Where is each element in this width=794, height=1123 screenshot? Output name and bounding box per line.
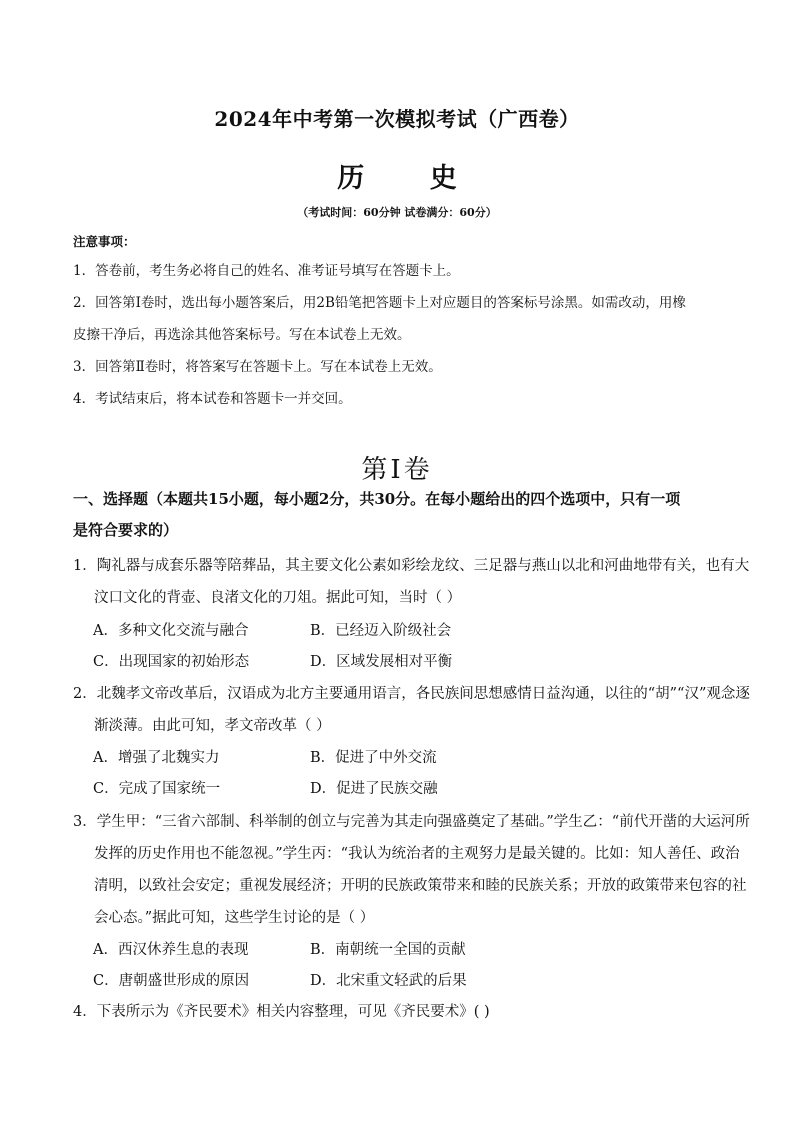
question-stem-cont: 发挥的历史作用也不能忽视。”学生丙：“我认为统治者的主观努力是最关键的。比如：知人善任、政治 xyxy=(94,846,740,862)
option-d: D．区域发展相对平衡 xyxy=(310,654,453,670)
question-stem-cont: 清明，以致社会安定；重视发展经济；开明的民族政策带来和睦的民族关系；开放的政策带来包容的社 xyxy=(94,878,747,894)
question-stem: 4．下表所示为《齐民要术》相关内容整理，可见《齐民要术》( ) xyxy=(73,1004,490,1020)
option-a: A．西汉休养生息的表现 xyxy=(93,942,249,958)
option-c: C．出现国家的初始形态 xyxy=(93,654,250,670)
notice-item-2: 2．回答第Ⅰ卷时，选出每小题答案后，用2B铅笔把答题卡上对应题目的答案标号涂黑。如需改动，用橡 xyxy=(73,295,686,311)
question-stem-cont: 会心态。”据此可知，这些学生讨论的是（ ） xyxy=(94,910,375,926)
option-b: B．已经迈入阶级社会 xyxy=(310,623,452,639)
option-b: B．南朝统一全国的贡献 xyxy=(310,942,466,958)
question-stem: 3．学生甲：“三省六部制、科举制的创立与完善为其走向强盛奠定了基础。”学生乙：“前代开凿的大运河所 xyxy=(73,814,750,830)
section-instruction: 一、选择题（本题共15小题，每小题2分，共30分。在每小题给出的四个选项中，只有一项 xyxy=(73,490,681,508)
option-c: C．唐朝盛世形成的原因 xyxy=(93,973,250,989)
option-a: A．增强了北魏实力 xyxy=(93,750,220,766)
question-stem: 2．北魏孝文帝改革后，汉语成为北方主要通用语言，各民族间思想感情日益沟通，以往的“胡”“汉”观念逐 xyxy=(73,686,750,702)
notice-item-2-cont: 皮擦干净后，再选涂其他答案标号。写在本试卷上无效。 xyxy=(73,327,411,343)
option-a: A．多种文化交流与融合 xyxy=(93,623,249,639)
exam-title: 2024年中考第一次模拟考试（广西卷） xyxy=(214,107,580,131)
subject-title: 历 史 xyxy=(337,163,485,194)
option-d: D．北宋重文轻武的后果 xyxy=(310,973,467,989)
option-d: D．促进了民族交融 xyxy=(310,781,438,797)
question-stem-cont: 汶口文化的背壶、良渚文化的刀俎。据此可知，当时（ ） xyxy=(94,590,462,606)
notice-item-1: 1．答卷前，考生务必将自己的姓名、准考证号填写在答题卡上。 xyxy=(73,263,460,279)
option-b: B．促进了中外交流 xyxy=(310,750,437,766)
question-stem-cont: 渐淡薄。由此可知，孝文帝改革（ ） xyxy=(94,718,331,734)
notice-item-3: 3．回答第Ⅱ卷时，将答案写在答题卡上。写在本试卷上无效。 xyxy=(73,359,442,375)
section-instruction-cont: 是符合要求的） xyxy=(73,521,179,539)
option-c: C．完成了国家统一 xyxy=(93,781,221,797)
exam-info: （考试时间：60分钟 试卷满分：60分） xyxy=(297,206,497,219)
part-title: 第Ⅰ卷 xyxy=(361,455,433,485)
question-stem: 1．陶礼器与成套乐器等陪葬品，其主要文化公素如彩绘龙纹、三足器与燕山以北和河曲地带有关，也有大 xyxy=(73,558,750,574)
notice-heading: 注意事项： xyxy=(73,234,136,249)
notice-item-4: 4．考试结束后，将本试卷和答题卡一并交回。 xyxy=(73,391,352,407)
